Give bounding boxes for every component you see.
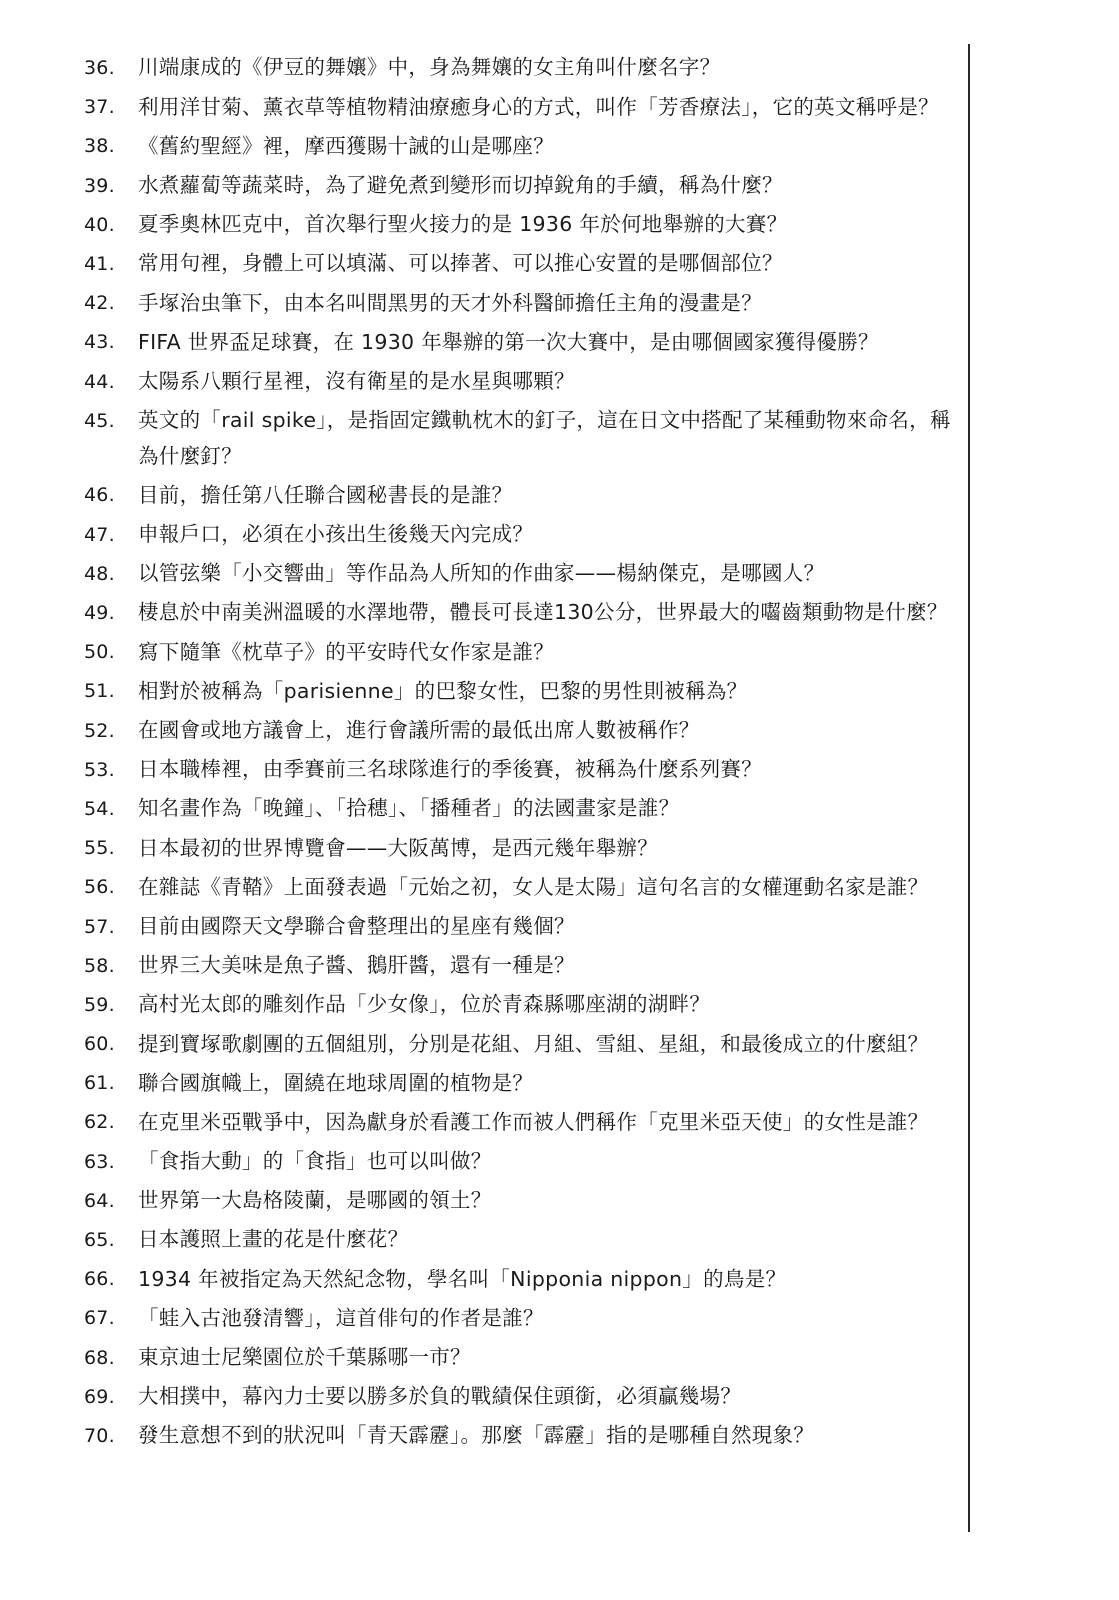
question-text: 在克里米亞戰爭中，因為獻身於看護工作而被人們稱作「克里米亞天使」的女性是誰？ (138, 1109, 929, 1134)
question-item (84, 560, 964, 592)
question-text: 《舊約聖經》裡，摩西獲賜十誡的山是哪座？ (138, 133, 554, 158)
question-number: 38. (84, 135, 115, 158)
question-number: 50. (84, 641, 115, 664)
question-item (84, 407, 964, 475)
question-number: 68. (84, 1346, 115, 1369)
question-item (84, 834, 964, 866)
question-item (84, 1383, 964, 1415)
question-item (84, 328, 964, 360)
question-item (84, 1304, 964, 1336)
question-number: 49. (84, 602, 115, 625)
question-number: 37. (84, 96, 115, 119)
question-text: 夏季奧林匹克中，首次舉行聖火接力的是 1936 年於何地舉辦的大賽？ (138, 212, 788, 237)
question-text: 川端康成的《伊豆的舞孃》中，身為舞孃的女主角叫什麼名字？ (138, 55, 721, 80)
question-item (84, 1148, 964, 1180)
question-item (84, 93, 964, 125)
question-text: FIFA 世界盃足球賽，在 1930 年舉辦的第一次大賽中，是由哪個國家獲得優勝？ (138, 329, 879, 354)
question-number: 46. (84, 484, 115, 507)
question-item (84, 1265, 964, 1297)
question-item (84, 1069, 964, 1101)
question-item (84, 211, 964, 243)
question-item (84, 717, 964, 749)
question-text: 聯合國旗幟上，圍繞在地球周圍的植物是？ (138, 1070, 534, 1095)
question-text: 世界三大美味是魚子醬、鵝肝醬，還有一種是？ (138, 953, 575, 978)
question-number: 60. (84, 1033, 115, 1056)
question-item (84, 1108, 964, 1140)
question-text: 目前由國際天文學聯合會整理出的星座有幾個？ (138, 913, 575, 938)
question-text: 手塚治虫筆下，由本名叫間黑男的天才外科醫師擔任主角的漫畫是？ (138, 290, 762, 315)
question-item (84, 1422, 964, 1454)
question-text: 在雜誌《青鞜》上面發表過「元始之初，女人是太陽」這句名言的女權運動名家是誰？ (138, 874, 929, 899)
question-text: 世界第一大島格陵蘭，是哪國的領土？ (138, 1188, 492, 1213)
question-text: 水煮蘿蔔等蔬菜時，為了避免煮到變形而切掉銳角的手續，稱為什麼？ (138, 172, 783, 197)
question-text: 申報戶口，必須在小孩出生後幾天內完成？ (138, 522, 534, 547)
question-list (84, 54, 964, 1461)
question-number: 67. (84, 1307, 115, 1330)
question-text: 日本職棒裡，由季賽前三名球隊進行的季後賽，被稱為什麼系列賽？ (138, 757, 762, 782)
question-item (84, 1030, 964, 1062)
question-item (84, 54, 964, 86)
question-number: 43. (84, 331, 115, 354)
question-number: 58. (84, 954, 115, 977)
question-text: 高村光太郎的雕刻作品「少女像」，位於青森縣哪座湖的湖畔？ (138, 992, 711, 1017)
question-number: 51. (84, 680, 115, 703)
question-text: 目前，擔任第八任聯合國秘書長的是誰？ (138, 482, 513, 507)
question-item (84, 991, 964, 1023)
question-item (84, 521, 964, 553)
question-text: 英文的「rail spike」，是指固定鐵軌枕木的釘子，這在日文中搭配了某種動物來命名，稱為什麼釘？ (138, 408, 951, 468)
question-text: 在國會或地方議會上，進行會議所需的最低出席人數被稱作？ (138, 718, 700, 742)
question-text: 發生意想不到的狀況叫「青天霹靂」。那麼「霹靂」指的是哪種自然現象？ (138, 1423, 815, 1448)
question-number: 45. (84, 409, 115, 432)
question-number: 47. (84, 523, 115, 546)
question-item (84, 1344, 964, 1376)
question-number: 42. (84, 292, 115, 315)
question-number: 64. (84, 1189, 115, 1212)
question-text: 常用句裡，身體上可以填滿、可以捧著、可以推心安置的是哪個部位？ (138, 251, 783, 276)
question-text: 東京迪士尼樂園位於千葉縣哪一市？ (138, 1345, 471, 1369)
question-text: 提到寶塚歌劇團的五個組別，分別是花組、月組、雪組、星組，和最後成立的什麼組？ (138, 1031, 929, 1056)
question-item (84, 132, 964, 164)
question-item (84, 368, 964, 400)
question-text: 寫下隨筆《枕草子》的平安時代女作家是誰？ (138, 639, 554, 664)
question-number: 41. (84, 252, 115, 275)
question-text: 太陽系八顆行星裡，沒有衛星的是水星與哪顆？ (138, 368, 575, 393)
question-number: 69. (84, 1385, 115, 1408)
question-number: 48. (84, 562, 115, 585)
question-number: 40. (84, 213, 115, 236)
question-number: 39. (84, 174, 115, 197)
question-text: 「蛙入古池發清響」，這首俳句的作者是誰？ (138, 1305, 544, 1330)
question-number: 59. (84, 993, 115, 1016)
question-text: 「食指大動」的「食指」也可以叫做？ (138, 1149, 492, 1174)
question-item (84, 756, 964, 788)
question-number: 55. (84, 837, 115, 860)
question-item (84, 1226, 964, 1258)
question-text: 日本護照上畫的花是什麼花？ (138, 1227, 409, 1252)
question-item (84, 952, 964, 984)
question-item (84, 795, 964, 827)
question-item (84, 599, 964, 631)
question-item (84, 289, 964, 321)
question-number: 70. (84, 1424, 115, 1447)
question-text: 棲息於中南美洲溫暖的水澤地帶，體長可長達130公分，世界最大的囓齒類動物是什麼？ (138, 600, 948, 625)
question-text: 日本最初的世界博覽會——大阪萬博，是西元幾年舉辦？ (138, 835, 658, 860)
question-number: 36. (84, 57, 115, 79)
question-number: 52. (84, 719, 115, 742)
question-text: 相對於被稱為「parisienne」的巴黎女性，巴黎的男性則被稱為？ (138, 678, 748, 703)
question-number: 65. (84, 1229, 115, 1252)
question-item (84, 913, 964, 945)
question-text: 1934 年被指定為天然紀念物，學名叫「Nipponia nippon」的鳥是？ (138, 1266, 787, 1291)
question-item (84, 481, 964, 513)
question-item (84, 172, 964, 204)
question-text: 知名畫作為「晚鐘」、「拾穗」、「播種者」的法國畫家是誰？ (138, 796, 680, 821)
question-text: 大相撲中，幕內力士要以勝多於負的戰績保住頭銜，必須贏幾場？ (138, 1384, 742, 1409)
right-margin-rule (968, 44, 970, 1532)
question-number: 57. (84, 915, 115, 938)
question-item (84, 638, 964, 670)
question-item (84, 677, 964, 709)
question-number: 62. (84, 1111, 115, 1134)
question-item (84, 873, 964, 905)
question-number: 61. (84, 1072, 115, 1095)
question-text: 利用洋甘菊、薰衣草等植物精油療癒身心的方式，叫作「芳香療法」，它的英文稱呼是？ (138, 94, 939, 119)
question-number: 56. (84, 876, 115, 899)
question-item (84, 1187, 964, 1219)
question-number: 44. (84, 370, 115, 393)
question-number: 66. (84, 1268, 115, 1291)
question-number: 63. (84, 1150, 115, 1173)
question-number: 54. (84, 797, 115, 820)
question-text: 以管弦樂「小交響曲」等作品為人所知的作曲家——楊納傑克，是哪國人？ (138, 561, 825, 586)
question-item (84, 250, 964, 282)
question-number: 53. (84, 758, 115, 781)
